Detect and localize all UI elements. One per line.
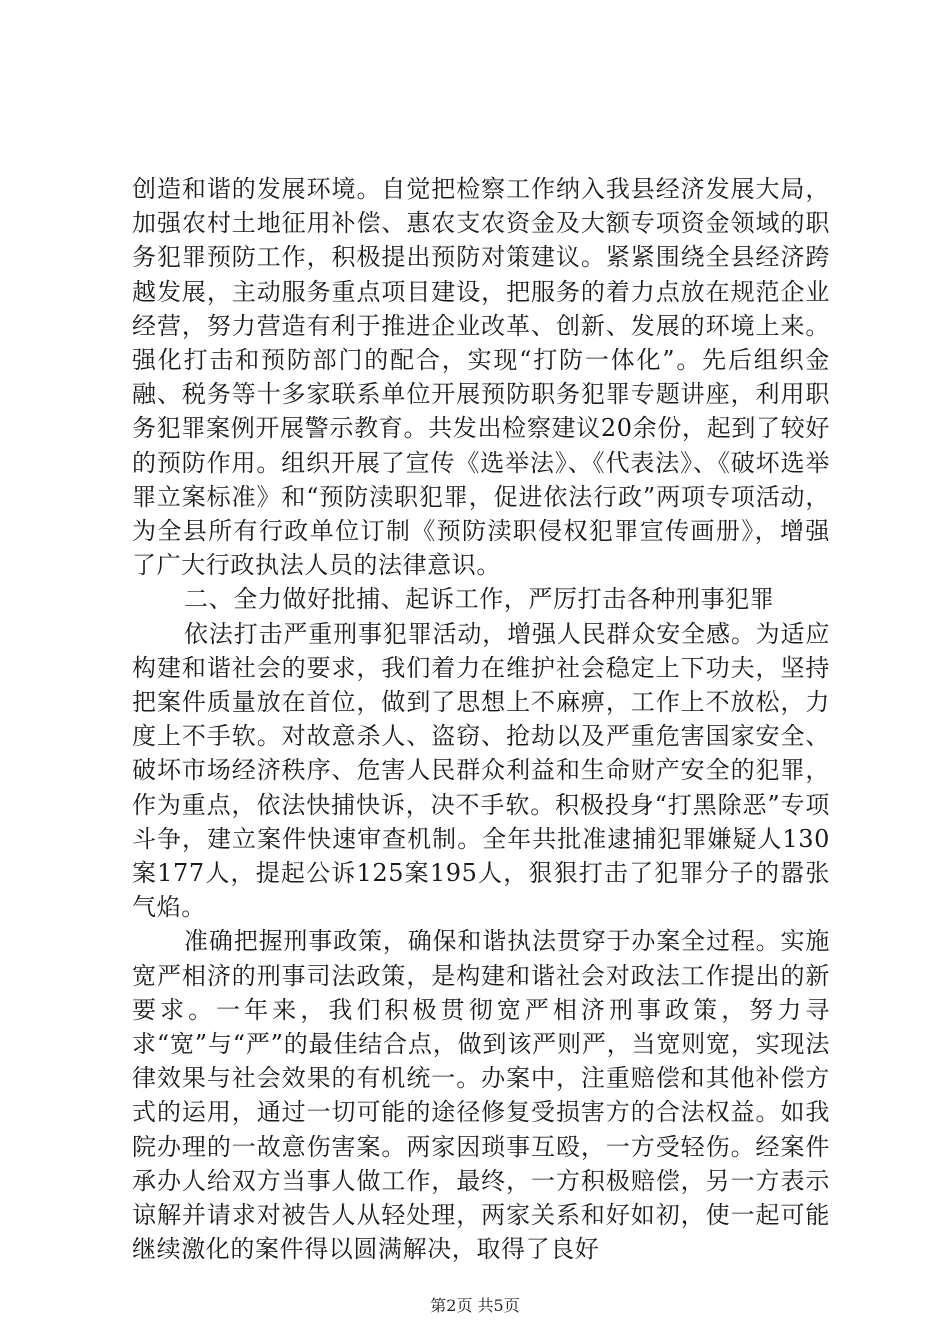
paragraph-criminal-policy: 准确把握刑事政策，确保和谐执法贯穿于办案全过程。实施宽严相济的刑事司法政策，是构建和谐社会对政法工作提出的新要求。一年来，我们积极贯彻宽严相济刑事政策，努力寻求“宽”与“严”的最佳结合点，做到该严则严，当宽则宽，实现法律效果与社会效果的有机统一。办案中，注重赔偿和其他补偿方式的运用，通过一切可能的途径修复受损害方的合法权益。如我院办理的一故意伤害案。两家因琐事互殴，一方受轻伤。经案件承办人给双方当事人做工作，最终，一方积极赔偿，另一方表示谅解并请求对被告人从轻处理，两家关系和好如初，使一起可能继续激化的案件得以圆满解决，取得了良好 [132, 927, 830, 1264]
paragraph-prevention-work: 创造和谐的发展环境。自觉把检察工作纳入我县经济发展大局，加强农村土地征用补偿、惠农支农资金及大额专项资金领域的职务犯罪预防工作，积极提出预防对策建议。紧紧围绕全县经济跨越发展，主动服务重点项目建设，把服务的着力点放在规范企业经营，努力营造有利于推进企业改革、创新、发展的环境上来。强化打击和预防部门的配合，实现“打防一体化”。先后组织金融、税务等十多家联系单位开展预防职务犯罪专题讲座，利用职务犯罪案例开展警示教育。共发出检察建议20余份，起到了较好的预防作用。组织开展了宣传《选举法》、《代表法》、《破坏选举罪立案标准》和“预防渎职犯罪，促进依法行政”两项专项活动，为全县所有行政单位订制《预防渎职侵权犯罪宣传画册》，增强了广大行政执法人员的法律意识。 [132, 175, 830, 580]
page-number-footer: 第2页 共5页 [430, 1296, 520, 1315]
document-body [132, 172, 830, 1267]
paragraph-crackdown-crime: 依法打击严重刑事犯罪活动，增强人民群众安全感。为适应构建和谐社会的要求，我们着力在维护社会稳定上下功夫，坚持把案件质量放在首位，做到了思想上不麻痹，工作上不放松，力度上不手软。对故意杀人、盗窃、抢劫以及严重危害国家安全、破坏市场经济秩序、危害人民群众利益和生命财产安全的犯罪，作为重点，依法快捕快诉，决不手软。积极投身“打黑除恶”专项斗争，建立案件快速审查机制。全年共批准逮捕犯罪嫌疑人130案177人，提起公诉125案195人，狠狠打击了犯罪分子的嚣张气焰。 [132, 619, 830, 922]
section-heading-two: 二、全力做好批捕、起诉工作，严厉打击各种刑事犯罪 [184, 585, 775, 614]
